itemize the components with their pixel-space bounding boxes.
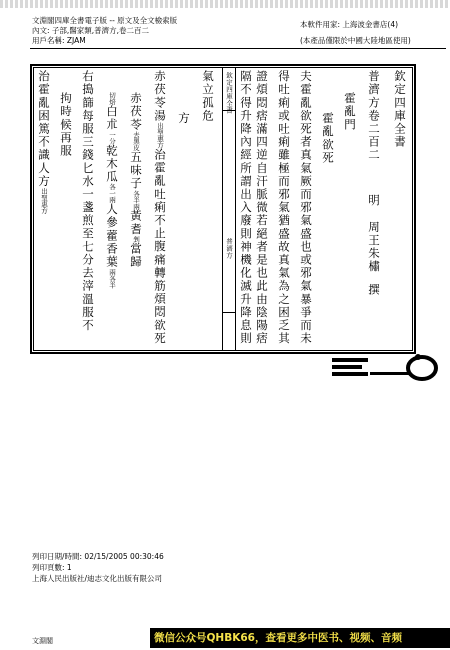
text-column-body-3: 證煩悶痞滿四逆自汗脈微若絕者是也此由陰陽痞 xyxy=(255,70,269,346)
text-column-directions-2: 拘時候再服 xyxy=(59,92,73,158)
header-licensee: 本軟件用家: 上海波金書店(4) xyxy=(300,20,399,29)
print-page-count: 列印頁數: 1 xyxy=(32,563,72,572)
volume-title: 普濟方卷二百二 xyxy=(367,70,381,162)
header-product-line: 文淵閣四庫全書電子版 -- 原文及全文檢索版 xyxy=(32,16,178,25)
text-column-ingredients-1: 赤茯苓去黑皮五味子各半兩黃耆剉當歸 xyxy=(129,92,143,269)
text-column-next-recipe: 治霍亂困篤不識人方出聖惠方 xyxy=(37,70,51,214)
header-user-name: 用戶名稱: ZJAM xyxy=(32,36,86,45)
text-column-recipe-1 xyxy=(150,70,170,345)
header-region-note: (本產品僅限於中國大陸地區使用) xyxy=(300,36,411,45)
text-column-body-4: 隔不得升降內經所謂出入廢則神機化滅升降息則 xyxy=(239,70,253,346)
dynasty: 明 xyxy=(367,193,381,207)
fold-mark-bottom xyxy=(222,312,236,313)
print-timestamp: 列印日期/時間: 02/15/2005 00:30:46 xyxy=(32,552,164,561)
header-content-path: 內文: 子部,醫家類,普濟方,卷二百二 xyxy=(32,26,150,35)
author-name: 周王朱橚 xyxy=(367,220,381,274)
text-column-recipe-heading: 方 xyxy=(177,112,191,126)
header-right xyxy=(300,20,411,46)
text-column-topic: 霍亂欲死 xyxy=(321,112,335,165)
text-column-volume xyxy=(364,70,384,296)
promo-banner: 微信公众号QHBK66，查看更多中医书、视频、音频 xyxy=(150,628,450,648)
header-left xyxy=(32,16,177,46)
text-column-body-2: 得吐痢或吐痢雖極而邪氣猶盛故真氣為之困乏其 xyxy=(277,70,291,346)
author-role: 撰 xyxy=(367,283,381,297)
publisher-logo-icon xyxy=(330,352,440,382)
recipe-indication: 治霍亂吐痢不止腹痛轉筋煩悶欲死 xyxy=(153,148,167,345)
text-column-book-title: 欽定四庫全書 xyxy=(393,70,407,149)
text-column-ingredients-2: 切焙白朮一分乾木瓜各一兩人參藿香葉兩各半 xyxy=(105,92,119,289)
header-rule xyxy=(30,48,446,49)
top-edge-border xyxy=(0,0,450,8)
text-column-directions: 右搗篩每服三錢匕水一盞煎至七分去滓溫服不 xyxy=(81,70,95,332)
recipe-source-note: 出聖惠方 xyxy=(156,122,164,149)
fold-label-book: 普濟方 xyxy=(225,238,233,259)
recipe-name: 赤茯苓湯 xyxy=(153,70,167,123)
text-column-section: 霍亂門 xyxy=(343,92,357,132)
next-page-header-stub: 文淵閣 xyxy=(32,637,53,645)
text-column-body-1: 夫霍亂欲死者真氣厥而邪氣盛也或邪氣暴爭而未 xyxy=(299,70,313,346)
text-column-body-5: 氣立孤危 xyxy=(201,70,215,123)
fold-label-title: 欽定四庫全書 xyxy=(225,72,233,114)
publisher-credit: 上海人民出版社/迪志文化出版有限公司 xyxy=(32,574,163,583)
